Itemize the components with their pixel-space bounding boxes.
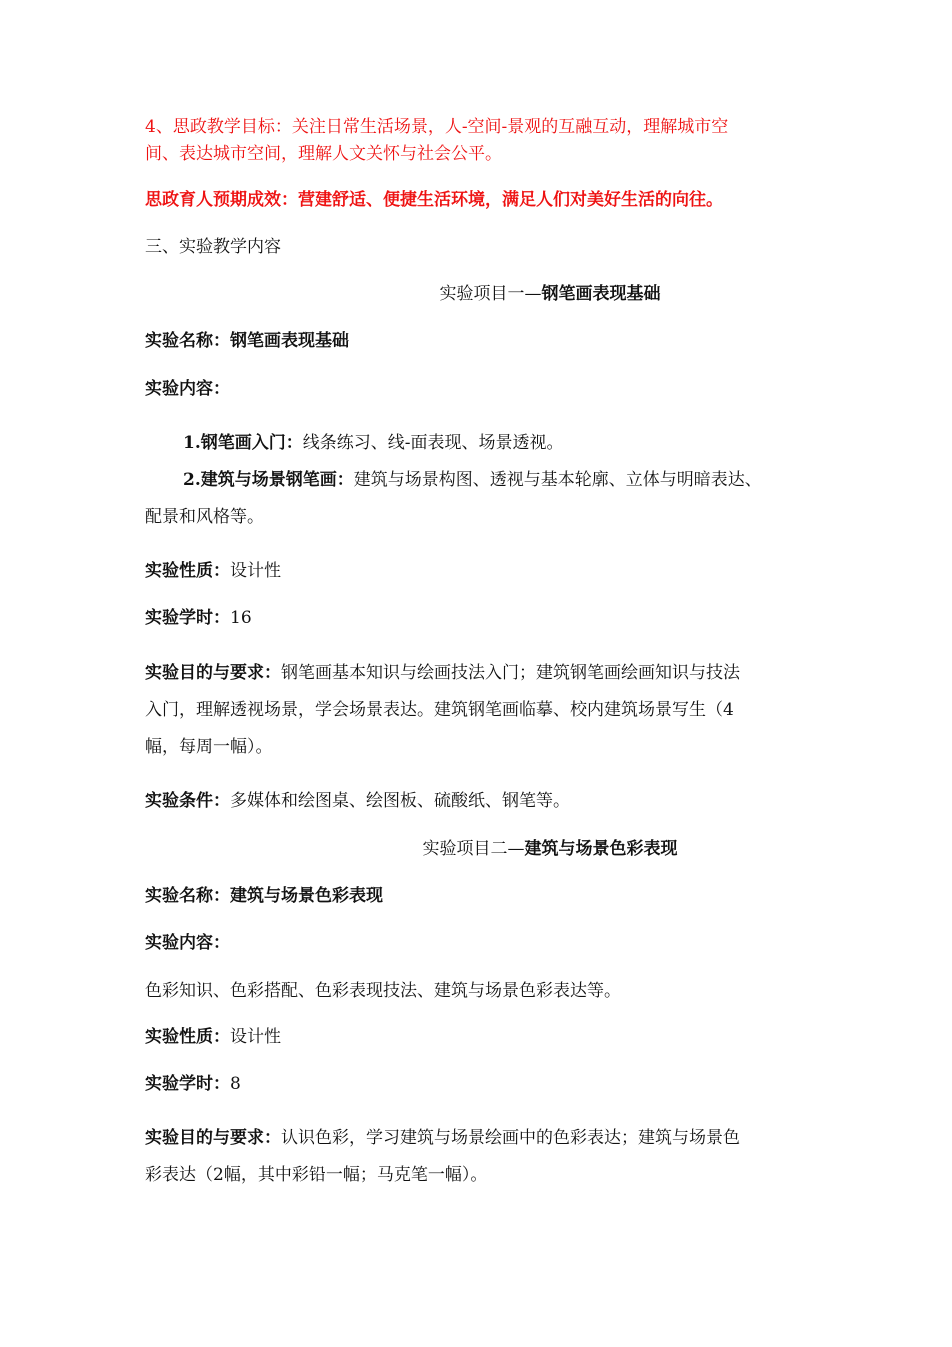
project1-purpose-label: 实验目的与要求：: [145, 663, 281, 683]
project2-content-text: 色彩知识、色彩搭配、色彩表现技法、建筑与场景色彩表达等。: [145, 981, 621, 1001]
project2-nature-label: 实验性质：: [145, 1027, 230, 1047]
project1-conditions-value: 多媒体和绘图桌、绘图板、硫酸纸、钢笔等。: [230, 791, 570, 811]
project1-purpose-line3: 幅，每周一幅）。: [145, 737, 273, 757]
project1-hours-value: 16: [230, 608, 252, 628]
project1-item2-line2: 配景和风格等。: [145, 507, 264, 527]
project1-item2-line1: [183, 467, 853, 493]
project1-hours-label: 实验学时：: [145, 608, 230, 628]
project1-purpose-line1: [145, 660, 815, 686]
project1-name-label: 实验名称：: [145, 331, 230, 351]
goal4-line2: 间、表达城市空间，理解人文关怀与社会公平。: [145, 144, 502, 164]
project2-title: [145, 836, 815, 862]
project1-item1-text: 线条练习、线-面表现、场景透视。: [302, 433, 564, 453]
project2-purpose-line2: 彩表达（2幅，其中彩铅一幅；马克笔一幅）。: [145, 1165, 488, 1185]
project2-purpose-label: 实验目的与要求：: [145, 1128, 281, 1148]
project2-hours: [145, 1071, 815, 1097]
project1-title: [145, 281, 815, 307]
project2-name-label: 实验名称：: [145, 886, 230, 906]
project2-purpose-line1: [145, 1125, 815, 1151]
project1-item2-label: 2.建筑与场景钢笔画：: [183, 470, 354, 490]
project1-purpose-text1: 钢笔画基本知识与绘画技法入门；建筑钢笔画绘画知识与技法: [281, 663, 740, 683]
project1-item2-text1: 建筑与场景构图、透视与基本轮廓、立体与明暗表达、: [353, 470, 762, 490]
project1-nature: [145, 558, 815, 584]
project2-title-bold: 建筑与场景色彩表现: [524, 839, 678, 859]
section-heading: 三、实验教学内容: [145, 237, 281, 257]
project2-name-value: 建筑与场景色彩表现: [230, 886, 383, 906]
project1-conditions-label: 实验条件：: [145, 791, 230, 811]
expected-outcome: 思政育人预期成效：营建舒适、便捷生活环境，满足人们对美好生活的向往。: [145, 190, 723, 210]
project2-hours-value: 8: [230, 1074, 241, 1094]
project1-name: [145, 328, 815, 354]
project1-nature-value: 设计性: [230, 561, 281, 581]
project1-content-label: 实验内容：: [145, 379, 230, 399]
goal4-line1: 4、思政教学目标：关注日常生活场景，人-空间-景观的互融互动，理解城市空: [145, 117, 729, 137]
project1-title-bold: 钢笔画表现基础: [541, 284, 661, 304]
project1-item1: [183, 430, 853, 456]
project2-content-label: 实验内容：: [145, 933, 230, 953]
project1-hours: [145, 605, 815, 631]
project1-name-value: 钢笔画表现基础: [230, 331, 349, 351]
project1-item1-label: 1.钢笔画入门：: [183, 433, 303, 453]
project2-title-prefix: 实验项目二—: [422, 839, 525, 859]
project2-nature-value: 设计性: [230, 1027, 281, 1047]
project2-hours-label: 实验学时：: [145, 1074, 230, 1094]
project1-purpose-line2: 入门，理解透视场景，学会场景表达。建筑钢笔画临摹、校内建筑场景写生（4: [145, 700, 734, 720]
project1-title-prefix: 实验项目一—: [439, 284, 542, 304]
project2-nature: [145, 1024, 815, 1050]
project1-conditions: [145, 788, 815, 814]
project2-name: [145, 883, 815, 909]
project1-nature-label: 实验性质：: [145, 561, 230, 581]
project2-purpose-text1: 认识色彩，学习建筑与场景绘画中的色彩表达；建筑与场景色: [281, 1128, 740, 1148]
